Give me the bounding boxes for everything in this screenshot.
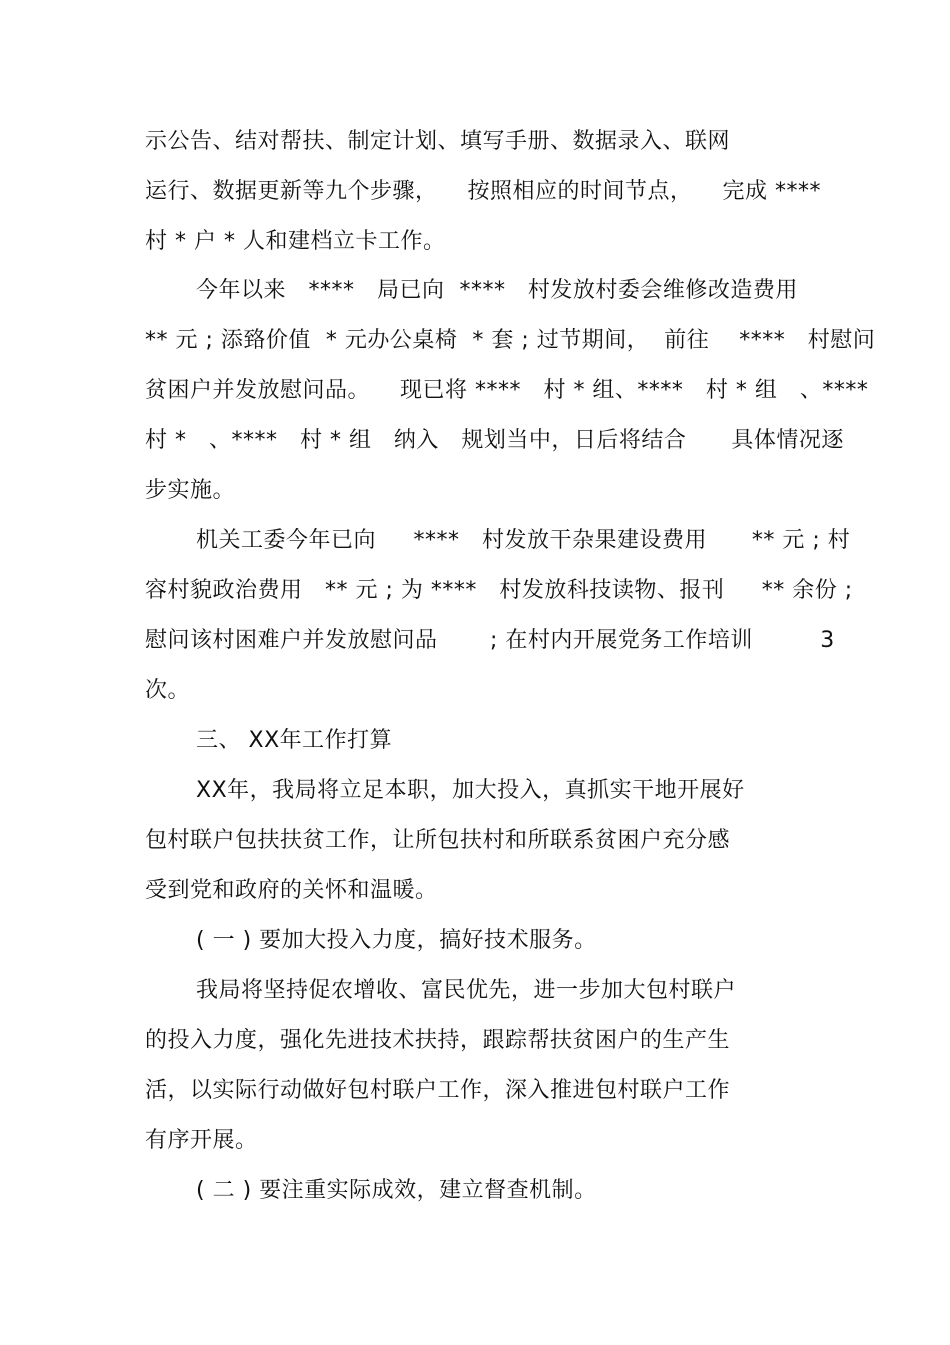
text-line: 运行、数据更新等九个步骤， 按照相应的时间节点， 完成 **** <box>145 179 821 204</box>
text-line: 容村貌政治费用 ** 元 ; 为 **** 村发放科技读物、报刊 ** 余份 ; <box>145 578 853 603</box>
text-line: 今年以来 **** 局已向 **** 村发放村委会维修改造费用 <box>196 278 798 303</box>
text-line: 示公告、结对帮扶、制定计划、填写手册、数据录入、联网 <box>145 129 731 154</box>
text-line: ** 元 ; 添臵价值 * 元办公桌椅 * 套 ; 过节期间， 前往 **** 村慰问 <box>145 328 876 353</box>
text-line: 村 * 户 * 人和建档立卡工作。 <box>145 229 446 254</box>
text-line: 的投入力度，强化先进技术扶持，跟踪帮扶贫困户的生产生 <box>145 1028 731 1053</box>
text-line: XX年，我局将立足本职，加大投入，真抓实干地开展好 <box>196 778 745 803</box>
text-line: 有序开展。 <box>145 1128 258 1153</box>
text-line: 贫困户并发放慰问品。 现已将 **** 村 * 组、**** 村 * 组 、**** <box>145 378 869 403</box>
subsection-heading: ( 二 ) 要注重实际成效，建立督查机制。 <box>196 1178 597 1203</box>
text-line: 机关工委今年已向 **** 村发放干杂果建设费用 ** 元 ; 村 <box>196 528 851 553</box>
text-line: 包村联户包扶扶贫工作，让所包扶村和所联系贫困户充分感 <box>145 828 731 853</box>
text-line: 村 * 、**** 村 * 组 纳入 规划当中，日后将结合 具体情况逐 <box>145 428 844 453</box>
section-heading: 三、 XX年工作打算 <box>196 728 393 753</box>
text-line: 步实施。 <box>145 478 236 503</box>
text-line: 我局将坚持促农增收、富民优先，进一步加大包村联户 <box>196 978 737 1003</box>
text-line: 活，以实际行动做好包村联户工作，深入推进包村联户工作 <box>145 1078 731 1103</box>
subsection-heading: ( 一 ) 要加大投入力度，搞好技术服务。 <box>196 928 597 953</box>
text-line: 慰问该村困难户并发放慰问品 ; 在村内开展党务工作培训 3 <box>145 628 835 653</box>
text-line: 受到党和政府的关怀和温暖。 <box>145 878 438 903</box>
text-line: 次。 <box>145 678 191 703</box>
